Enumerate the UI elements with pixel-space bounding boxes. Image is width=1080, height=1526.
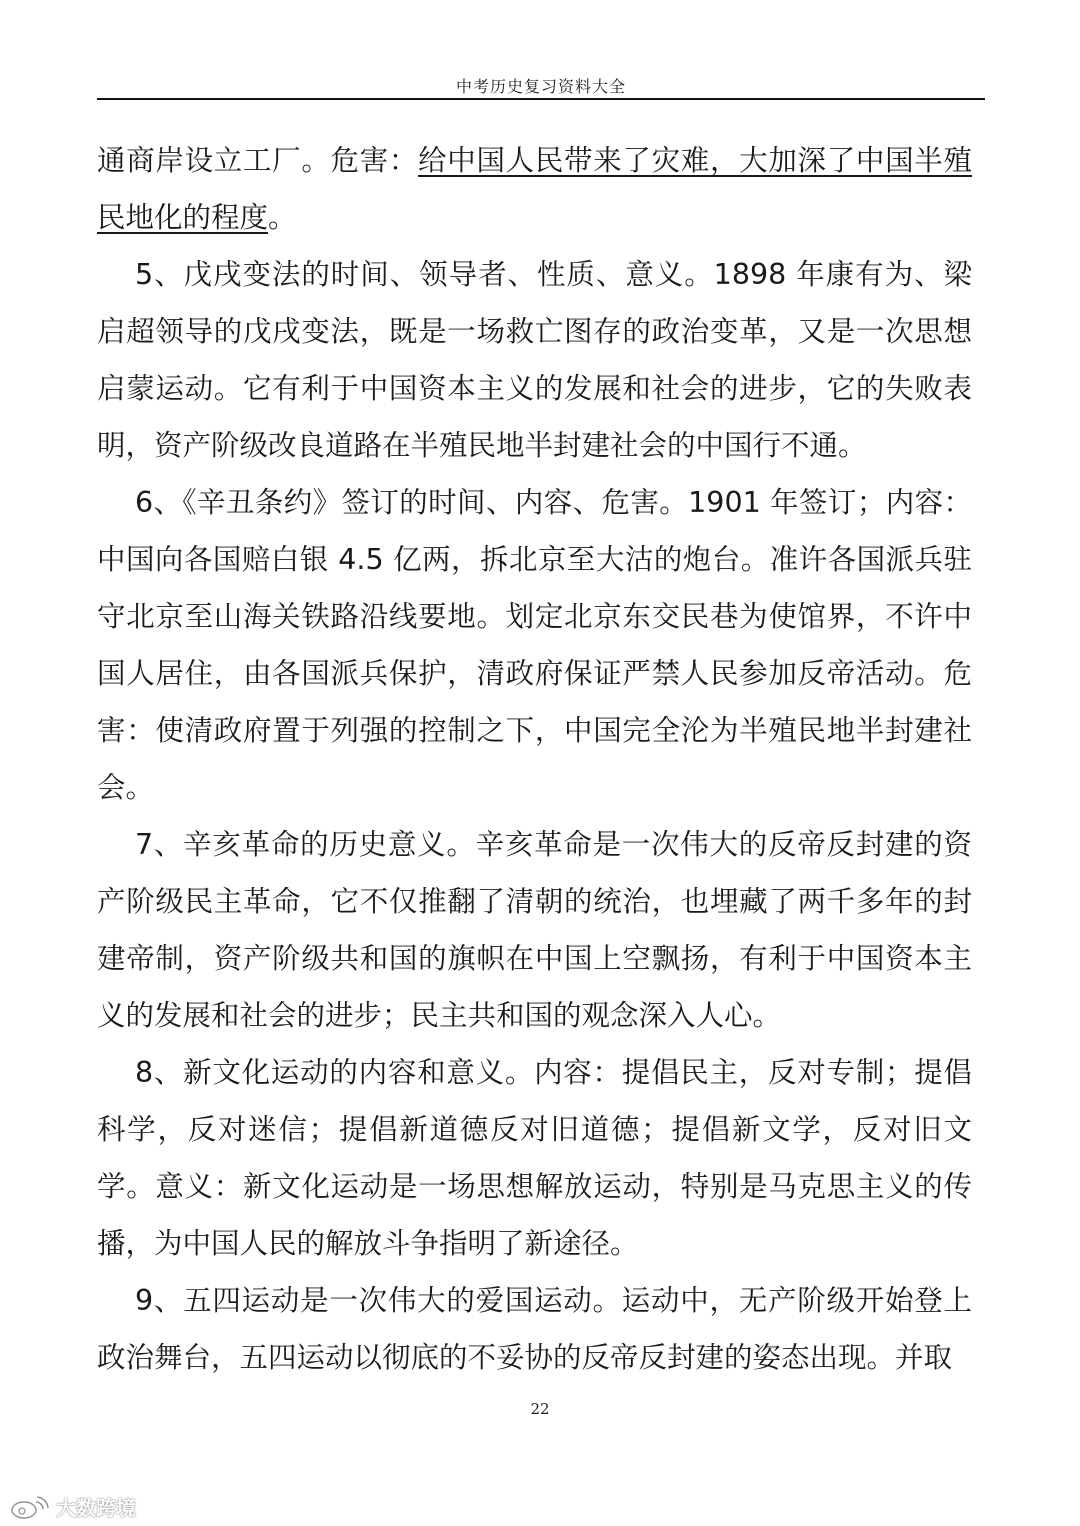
header-divider bbox=[97, 98, 985, 100]
paragraph-continuation bbox=[97, 132, 972, 246]
paragraph-text: 通商岸设立工厂。危害： bbox=[97, 144, 419, 177]
underlined-text: 给中国人民带来了灾难，大加深了中国半殖民地化的程度 bbox=[97, 144, 972, 234]
paragraph-item-8: 8、新文化运动的内容和意义。内容：提倡民主，反对专制；提倡科学，反对迷信；提倡新道德反对旧道德；提倡新文学，反对旧文学。意义：新文化运动是一场思想解放运动，特别是马克思主义的传播，为中国人民的解放斗争指明了新途径。 bbox=[97, 1056, 972, 1260]
page-number: 22 bbox=[530, 1400, 550, 1418]
document-body bbox=[97, 132, 972, 1386]
page-header-title: 中考历史复习资料大全 bbox=[455, 77, 626, 96]
watermark-text: 大数跨境 bbox=[56, 1496, 136, 1520]
watermark bbox=[10, 1492, 136, 1521]
weibo-logo-icon bbox=[10, 1494, 50, 1520]
paragraph-item-5: 5、戊戌变法的时间、领导者、性质、意义。1898 年康有为、梁启超领导的戊戌变法，既是一场救亡图存的政治变革，又是一次思想启蒙运动。它有利于中国资本主义的发展和社会的进步，它的失败表明，资产阶级改良道路在半殖民地半封建社会的中国行不通。 bbox=[97, 258, 972, 462]
paragraph-item-7: 7、辛亥革命的历史意义。辛亥革命是一次伟大的反帝反封建的资产阶级民主革命，它不仅推翻了清朝的统治，也埋藏了两千多年的封建帝制，资产阶级共和国的旗帜在中国上空飘扬，有利于中国资本主义的发展和社会的进步；民主共和国的观念深入人心。 bbox=[97, 828, 972, 1032]
paragraph-item-9: 9、五四运动是一次伟大的爱国运动。运动中，无产阶级开始登上政治舞台，五四运动以彻底的不妥协的反帝反封建的姿态出现。并取 bbox=[97, 1284, 972, 1374]
paragraph-text-end: 。 bbox=[268, 201, 297, 234]
paragraph-item-6: 6、《辛丑条约》签订的时间、内容、危害。1901 年签订；内容：中国向各国赔白银 4.5 亿两，拆北京至大沽的炮台。准许各国派兵驻守北京至山海关铁路沿线要地。划定北京东交民巷为使馆界，不许中国人居住，由各国派兵保护，清政府保证严禁人民参加反帝活动。危害：使清政府置于列强的控制之下，中国完全沦为半殖民地半封建社会。 bbox=[97, 486, 972, 804]
